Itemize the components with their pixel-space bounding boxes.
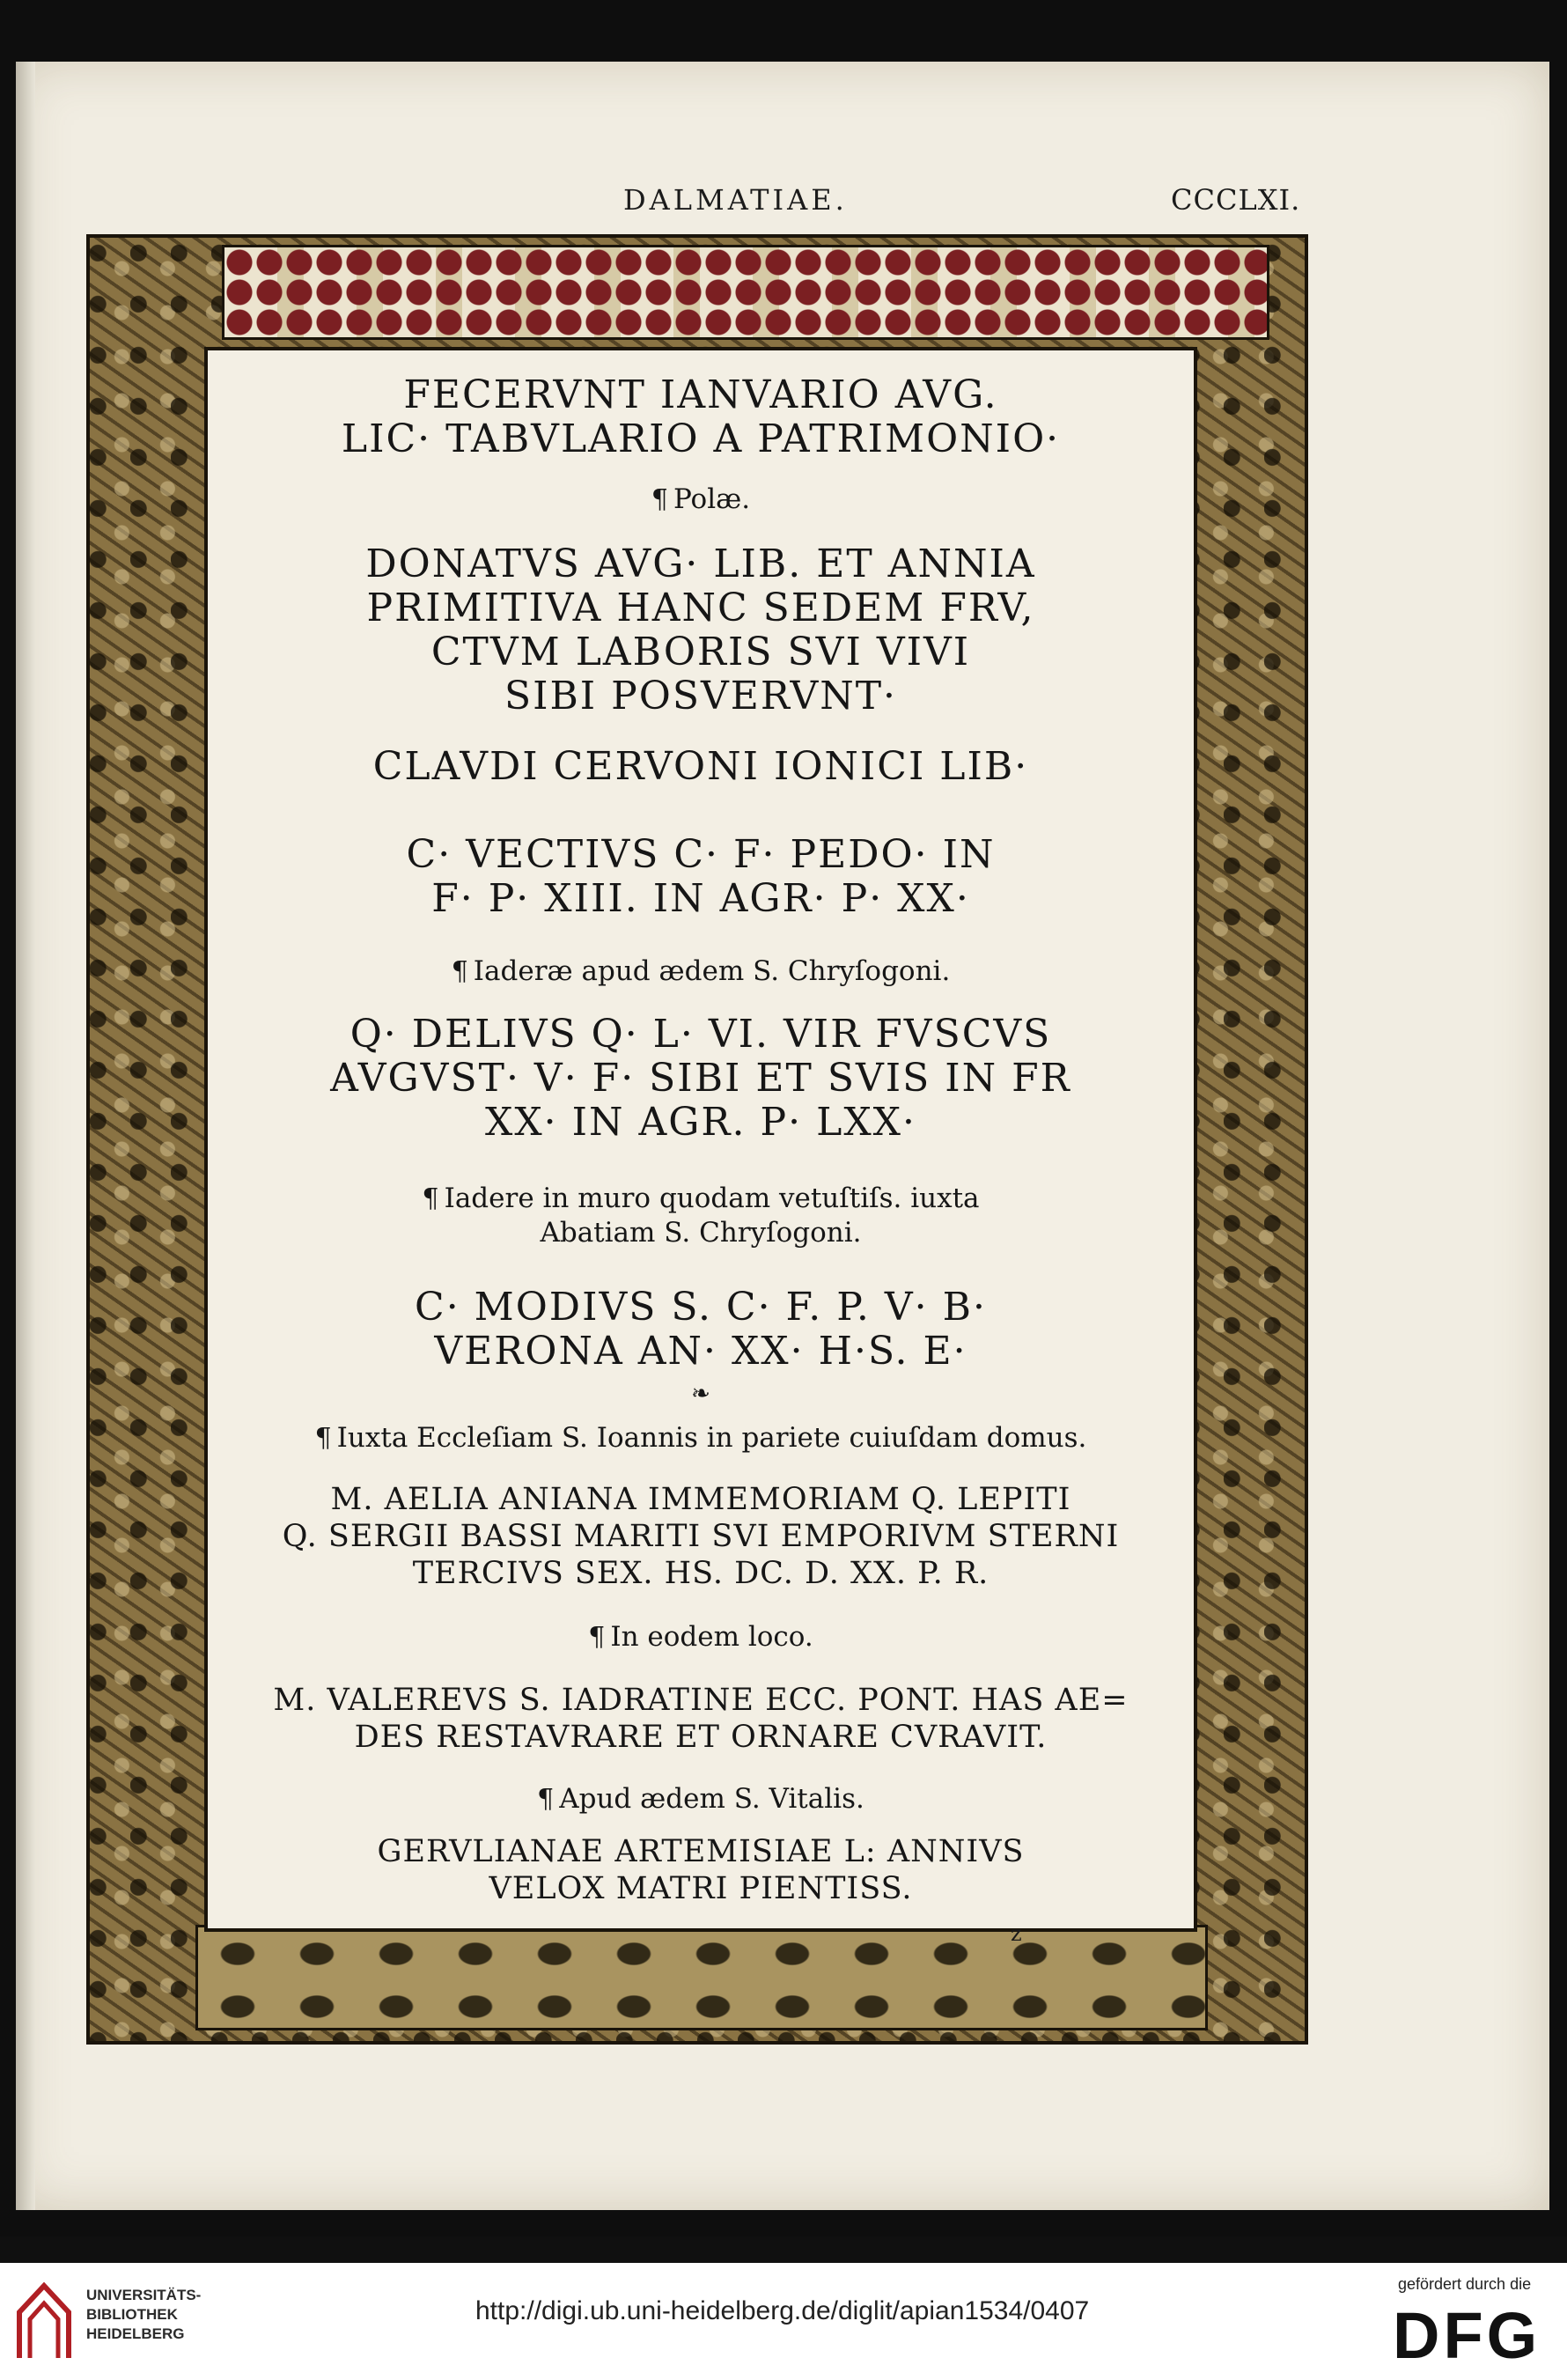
top-ornament-band: [222, 245, 1269, 340]
inscription-line: CTVM LABORIS SVI VIVI: [430, 630, 971, 674]
location-text: In eodem loco.: [610, 1621, 813, 1653]
inscription-line: AVGVST· V· F· SIBI ET SVIS IN FR: [330, 1056, 1071, 1101]
funded-by-text: gefördert durch die: [1398, 2275, 1532, 2293]
inscription-line: TERCIVS SEX. HS. DC. D. XX. P. R.: [412, 1556, 989, 1591]
location-note: [208, 954, 1194, 989]
footer-bar: [0, 2263, 1567, 2380]
inscription-line: XX· IN AGR. P· LXX·: [485, 1100, 916, 1145]
bottom-ornament-band: [195, 1925, 1208, 2030]
inscription-block: [208, 1286, 1194, 1374]
running-head: DALMATIAE.: [623, 183, 848, 217]
inscription-panel: [204, 347, 1197, 1932]
pilcrow-icon: ¶: [588, 1622, 606, 1653]
inscription-line: LIC· TABVLARIO A PATRIMONIO·: [341, 416, 1061, 461]
location-text: Abatiam S. Chryſogoni.: [540, 1217, 862, 1249]
book-page: [16, 62, 1549, 2210]
inscription-line: VERONA AN· XX· H·S. E·: [434, 1329, 967, 1374]
inscription-block: [208, 1481, 1194, 1592]
location-note: [208, 1182, 1194, 1249]
page-edge: [16, 62, 35, 2210]
inscription-block: [208, 373, 1194, 461]
inscription-line: VELOX MATRI PIENTISS.: [489, 1871, 913, 1906]
inscription-line: DES RESTAVRARE ET ORNARE CVRAVIT.: [354, 1720, 1048, 1755]
woodcut-border: [86, 234, 1308, 2045]
location-text: Iaderæ apud ædem S. Chryſogoni.: [473, 955, 951, 987]
inscription-block: [208, 833, 1194, 921]
inscription-line: Q· DELIVS Q· L· VI. VIR FVSCVS: [349, 1012, 1052, 1057]
location-text: Iadere in muro quodam vetuſtiſs. iuxta: [444, 1183, 980, 1214]
library-name-line: BIBLIOTHEK: [86, 2306, 178, 2323]
inscription-line: C· VECTIVS C· F· PEDO· IN: [406, 832, 996, 877]
inscription-line: Q. SERGII BASSI MARITI SVI EMPORIVM STERNI: [282, 1519, 1120, 1554]
inscription-block: [208, 1682, 1194, 1756]
inscription-line: SIBI POSVERVNT·: [504, 674, 898, 718]
library-name-line: HEIDELBERG: [86, 2325, 185, 2342]
inscription-block: [208, 1013, 1194, 1145]
inscription-block: [208, 1833, 1194, 1907]
location-text: Apud ædem S. Vitalis.: [559, 1783, 864, 1815]
inscription-line: DONATVS AVG· LIB. ET ANNIA: [365, 542, 1036, 586]
inscription-line: PRIMITIVA HANC SEDEM FRV,: [366, 586, 1035, 630]
inscription-block: [208, 745, 1194, 789]
pilcrow-icon: ¶: [651, 484, 668, 515]
permalink-url[interactable]: http://digi.ub.uni-heidelberg.de/diglit/apian1534/0407: [475, 2296, 1090, 2325]
folio-number: CCCLXI.: [1171, 183, 1301, 217]
location-note: [208, 483, 1194, 517]
pilcrow-icon: ¶: [314, 1423, 332, 1454]
pilcrow-icon: ¶: [537, 1784, 555, 1815]
inscription-line: M. VALEREVS S. IADRATINE ECC. PONT. HAS AE=: [273, 1683, 1129, 1718]
location-note: [208, 1782, 1194, 1816]
dfg-logo: DFG: [1393, 2299, 1541, 2372]
library-name: [86, 2286, 201, 2344]
location-text: Iuxta Eccleſiam S. Ioannis in pariete cuiuſdam domus.: [336, 1422, 1087, 1454]
location-note: [208, 1620, 1194, 1654]
inscription-line: F· P· XIII. IN AGR· P· XX·: [431, 876, 970, 921]
pilcrow-icon: ¶: [422, 1183, 439, 1214]
signature-mark: z: [1011, 1921, 1022, 1946]
inscription-line: FECERVNT IANVARIO AVG.: [403, 372, 998, 417]
library-name-line: UNIVERSITÄTS-: [86, 2287, 202, 2303]
inscription-line: C· MODIVS S. C· F. P. V· B·: [415, 1285, 987, 1330]
inscription-line: M. AELIA ANIANA IMMEMORIAM Q. LEPITI: [330, 1482, 1071, 1517]
university-library-logo-icon: [12, 2277, 76, 2365]
inscription-block: [208, 542, 1194, 718]
location-text: Polæ.: [673, 483, 751, 515]
inscription-line: GERVLIANAE ARTEMISIAE L: ANNIVS: [377, 1834, 1025, 1869]
pilcrow-icon: ¶: [451, 956, 468, 987]
fleuron-icon: ❧: [691, 1381, 710, 1407]
inscription-line: CLAVDI CERVONI IONICI LIB·: [372, 744, 1029, 789]
location-note: [208, 1421, 1194, 1455]
